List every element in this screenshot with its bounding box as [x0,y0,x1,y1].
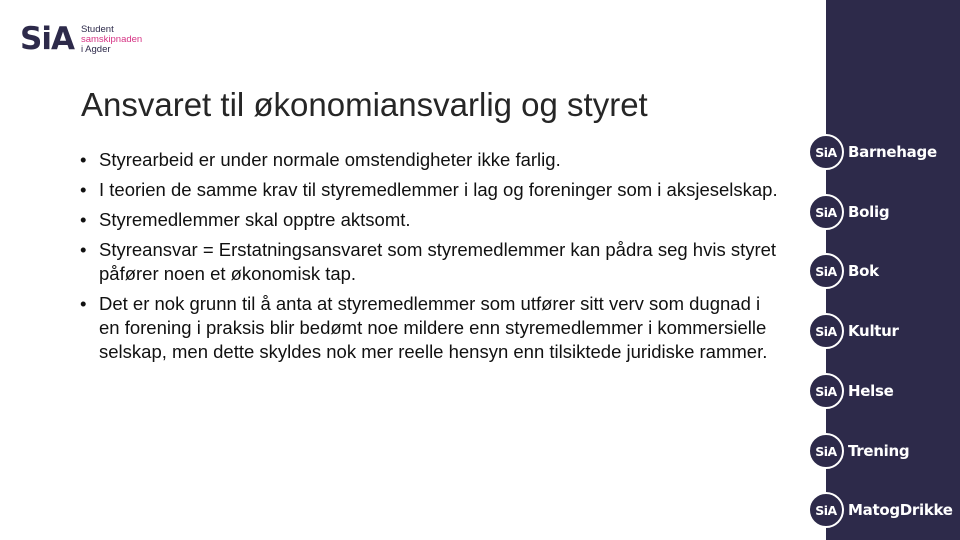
bullet-item [80,292,780,364]
bullet-item [80,238,780,286]
bullet-text: Styrearbeid er under normale omstendigheter ikke farlig. [99,149,561,170]
bullet-text: Styreansvar = Erstatningsansvaret som styremedlemmer kan pådra seg hvis styret påfører noen et økonomisk tap. [99,239,777,284]
logo-line-2: samskipnaden [80,33,143,45]
sia-badge-icon: SiA [808,433,844,469]
slide-title: Ansvaret til økonomiansvarlig og styret [81,86,648,123]
sidebar-item-label: MatogDrikke [848,501,953,519]
bullet-text: Styremedlemmer skal opptre aktsomt. [99,209,411,230]
bullet-dot-icon: • [80,293,87,314]
sia-badge-icon: SiA [808,492,844,528]
logo-line-1: Student [80,23,114,35]
sia-badge-icon: SiA [808,134,844,170]
bullet-text: Det er nok grunn til å anta at styremedlemmer som utfører sitt verv som dugnad i en forening i praksis blir bedømt noe mildere enn styremedlemmer i kommersielle selskap, men dette skyldes nok mer reelle hensyn enn tilsiktede juridiske rammer. [99,293,768,362]
logo-text [81,25,142,55]
bullet-list [80,148,780,370]
bullet-dot-icon: • [80,209,87,230]
bullet-item [80,178,780,202]
bullet-text: I teorien de samme krav til styremedlemmer i lag og foreninger som i aksjeselskap. [99,179,778,200]
bullet-item [80,148,780,172]
sia-badge-icon: SiA [808,253,844,289]
bullet-dot-icon: • [80,149,87,170]
sidebar-item-trening [808,433,909,469]
sidebar-item-kultur [808,313,899,349]
logo-mark: SiA [20,21,74,57]
sidebar-item-bok [808,253,879,289]
bullet-dot-icon: • [80,239,87,260]
sidebar-item-barnehage [808,134,937,170]
sidebar-item-helse [808,373,893,409]
sia-logo [20,21,143,57]
sia-badge-icon: SiA [808,194,844,230]
sidebar-item-label: Bok [848,262,879,280]
bullet-dot-icon: • [80,179,87,200]
sidebar-item-label: Trening [848,442,910,460]
bullet-item [80,208,780,232]
logo-line-3: i Agder [80,43,111,55]
sia-badge-icon: SiA [808,313,844,349]
sidebar-item-bolig [808,194,889,230]
sidebar-item-label: Helse [848,382,894,400]
sidebar-item-label: Bolig [848,203,890,221]
sidebar-item-label: Kultur [848,322,899,340]
sia-badge-icon: SiA [808,373,844,409]
sidebar-item-label: Barnehage [848,143,937,161]
sidebar-item-matogdrikke [808,492,953,528]
